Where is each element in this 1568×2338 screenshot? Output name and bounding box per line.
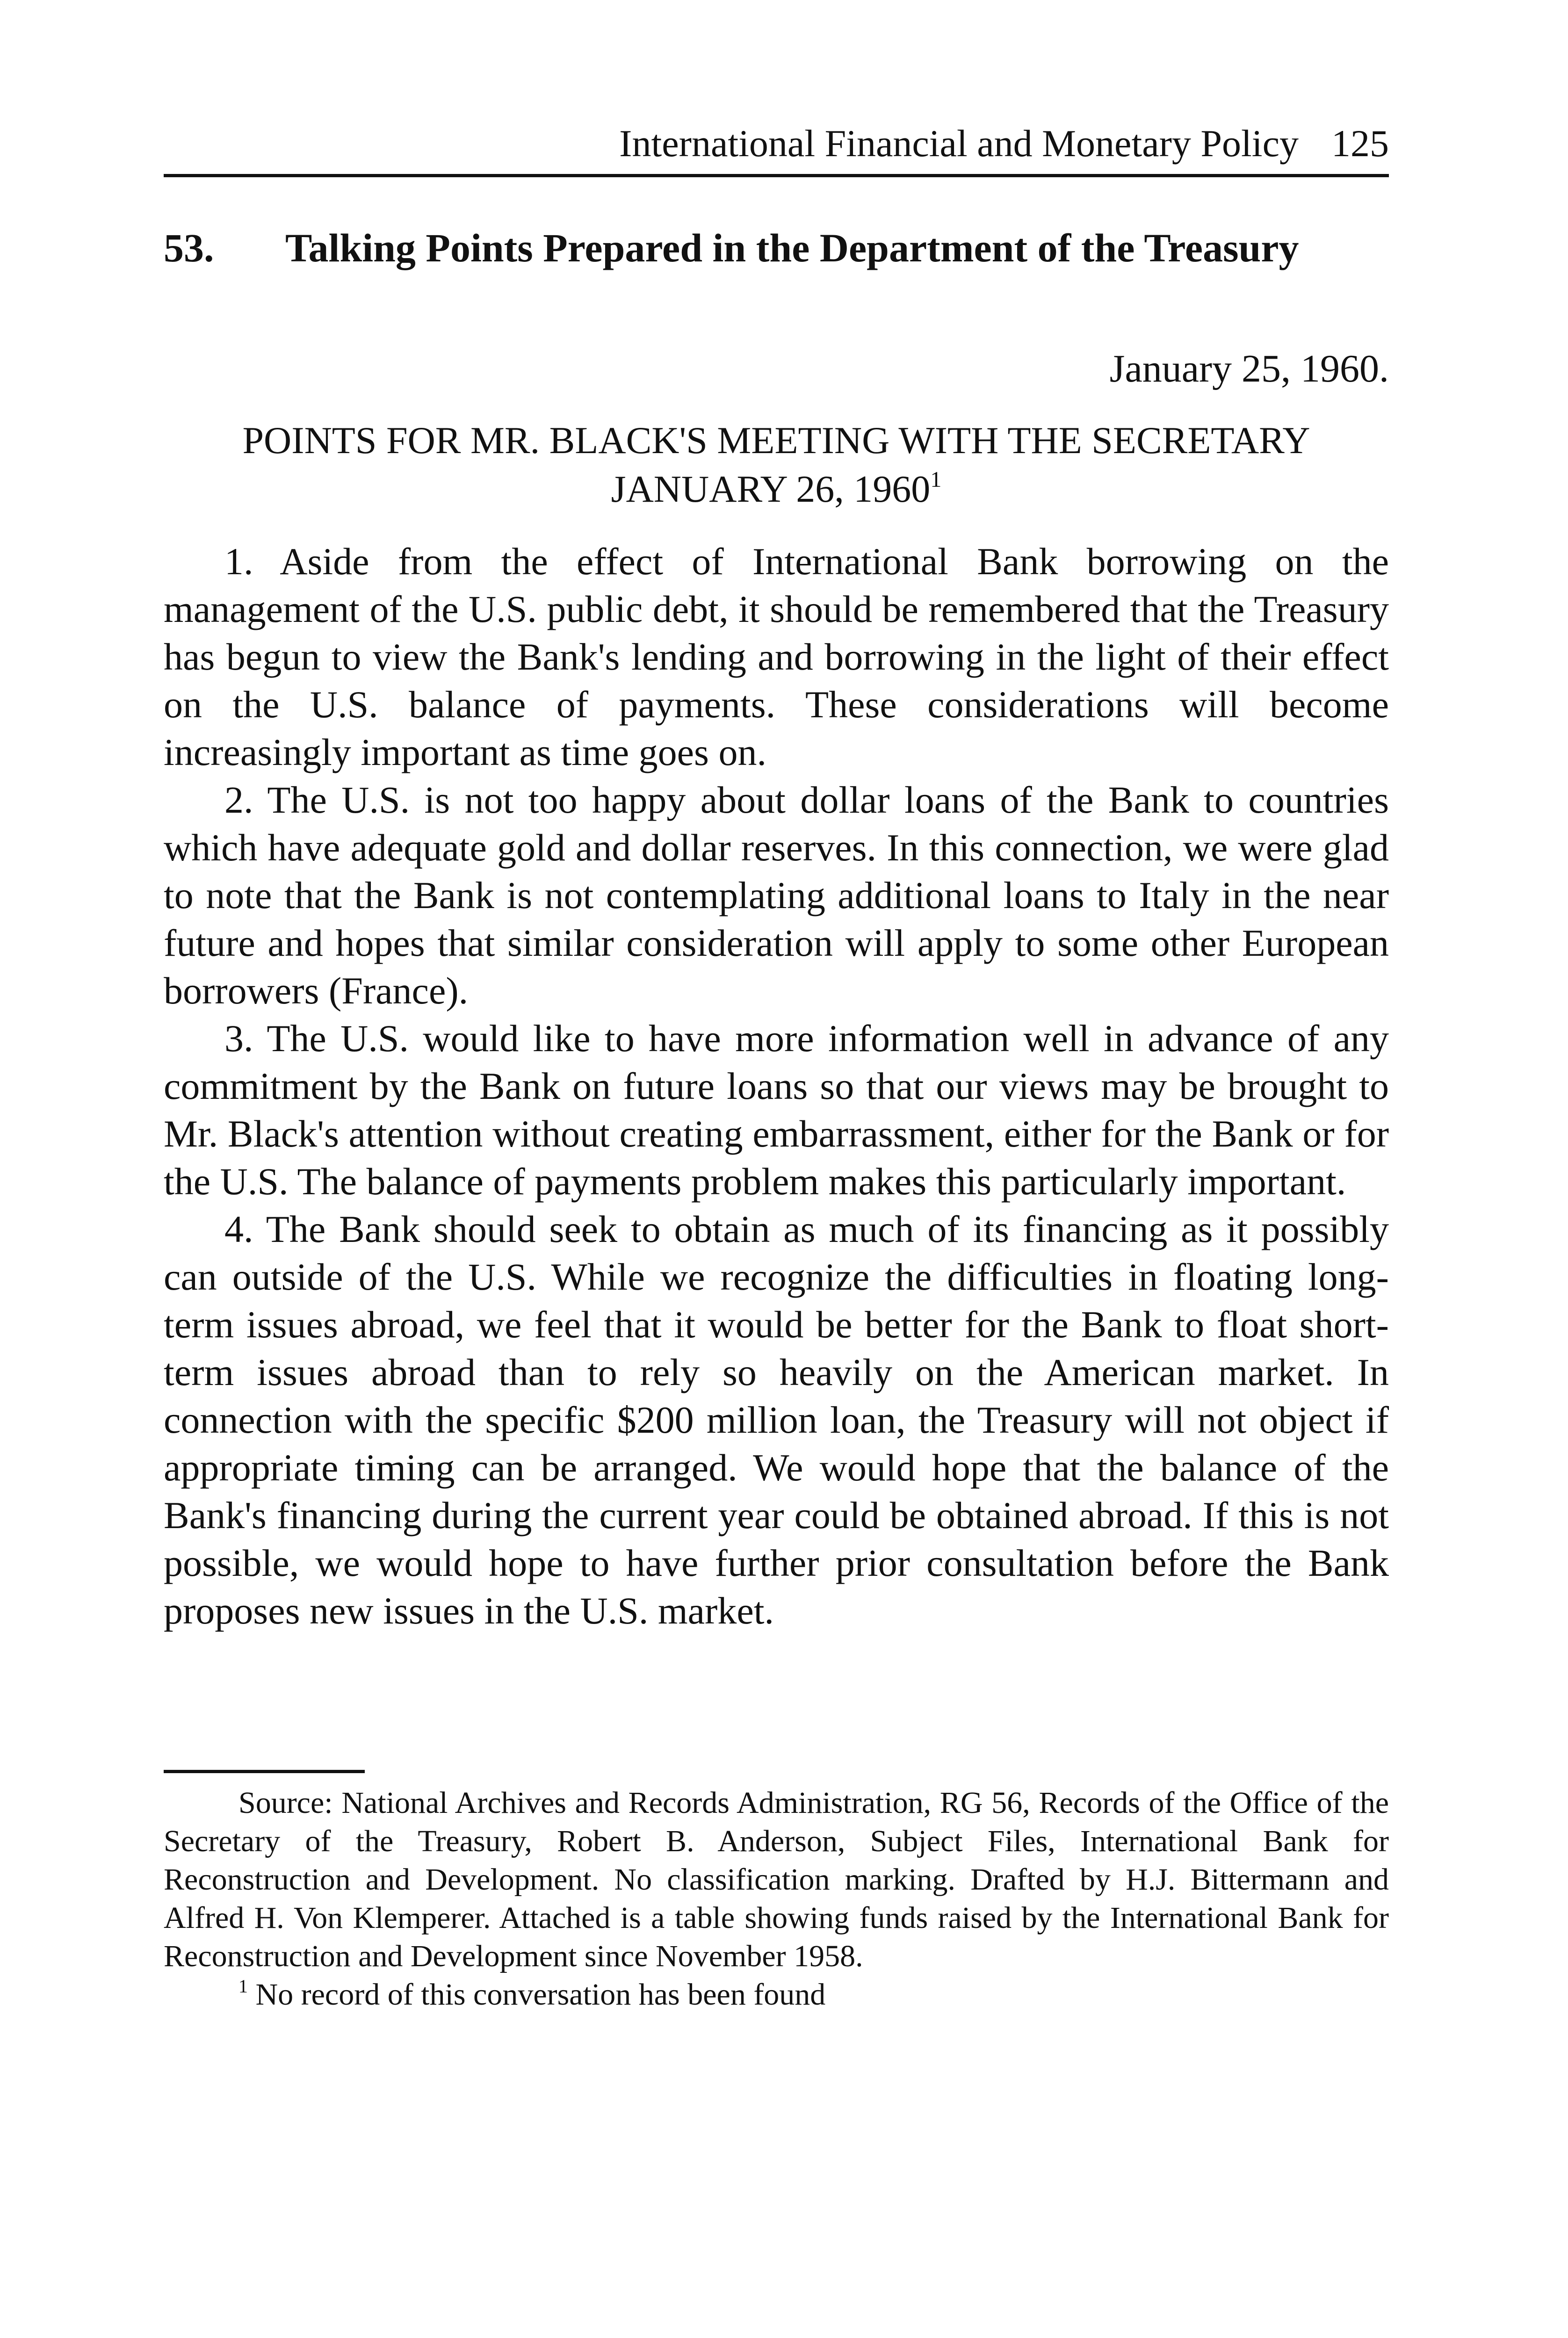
page-number: 125 <box>1331 122 1389 165</box>
footnote-divider <box>164 1770 365 1773</box>
footnote-1-text: No record of this conversation has been found <box>255 1977 826 2012</box>
meeting-title <box>164 416 1389 513</box>
document-date: January 25, 1960. <box>1109 347 1389 390</box>
meeting-date: JANUARY 26, 1960 <box>611 468 931 510</box>
document-heading <box>164 224 1389 271</box>
running-head <box>164 123 1389 177</box>
source-note: Source: National Archives and Records Administration, RG 56, Records of the Office of the Secretary of the Treasury, Robert B. Anderson, Subject Files, International Bank for Reconstruction and Development. No classification marking. Drafted by H.J. Bittermann and Alfred H. Von Klemperer. Attached is a table showing funds raised by the International Bank for Reconstruction and Development since November 1958. <box>164 1786 1389 1973</box>
footnote-marker: 1 <box>930 467 942 492</box>
paragraph-2: 2. The U.S. is not too happy about dollar loans of the Bank to countries which have adequate gold and dollar reserves. In this connection, we were glad to note that the Bank is not contemplating additional loans to Italy in the near future and hopes that similar consideration will apply to some other European borrowers (France). <box>164 779 1389 1012</box>
meeting-title-line-1: POINTS FOR MR. BLACK'S MEETING WITH THE SECRETARY <box>242 419 1310 462</box>
document-title: Talking Points Prepared in the Department of the Treasury <box>285 225 1299 270</box>
footnotes <box>164 1784 1389 2014</box>
document-number: 53. <box>164 225 214 270</box>
footnote-1 <box>164 1976 1389 2014</box>
running-head-title: International Financial and Monetary Policy <box>619 122 1299 165</box>
body-text <box>164 538 1389 1635</box>
meeting-title-line-2 <box>164 465 1389 513</box>
paragraph-1: 1. Aside from the effect of International Bank borrowing on the management of the U.S. public debt, it should be remembered that the Treasury has begun to view the Bank's lending and borrowing in the light of their effect on the U.S. balance of payments. These considerations will become increasingly important as time goes on. <box>164 540 1389 773</box>
paragraph-3: 3. The U.S. would like to have more information well in advance of any commitment by the Bank on future loans so that our views may be brought to Mr. Black's attention without creating embarrassment, either for the Bank or for the U.S. The balance of payments problem makes this particularly important. <box>164 1017 1389 1203</box>
paragraph-4: 4. The Bank should seek to obtain as much of its financing as it possibly can outside of the U.S. While we recognize the difficulties in floating long-term issues abroad, we feel that it would be better for the Bank to float short-term issues abroad than to rely so heavily on the American market. In connection with the specific $200 million loan, the Treasury will not object if appropriate timing can be arranged. We would hope that the balance of the Bank's financing during the current year could be obtained abroad. If this is not possible, we would hope to have further prior consultation before the Bank proposes new issues in the U.S. market. <box>164 1208 1389 1632</box>
footnote-1-marker: 1 <box>238 1976 248 1997</box>
